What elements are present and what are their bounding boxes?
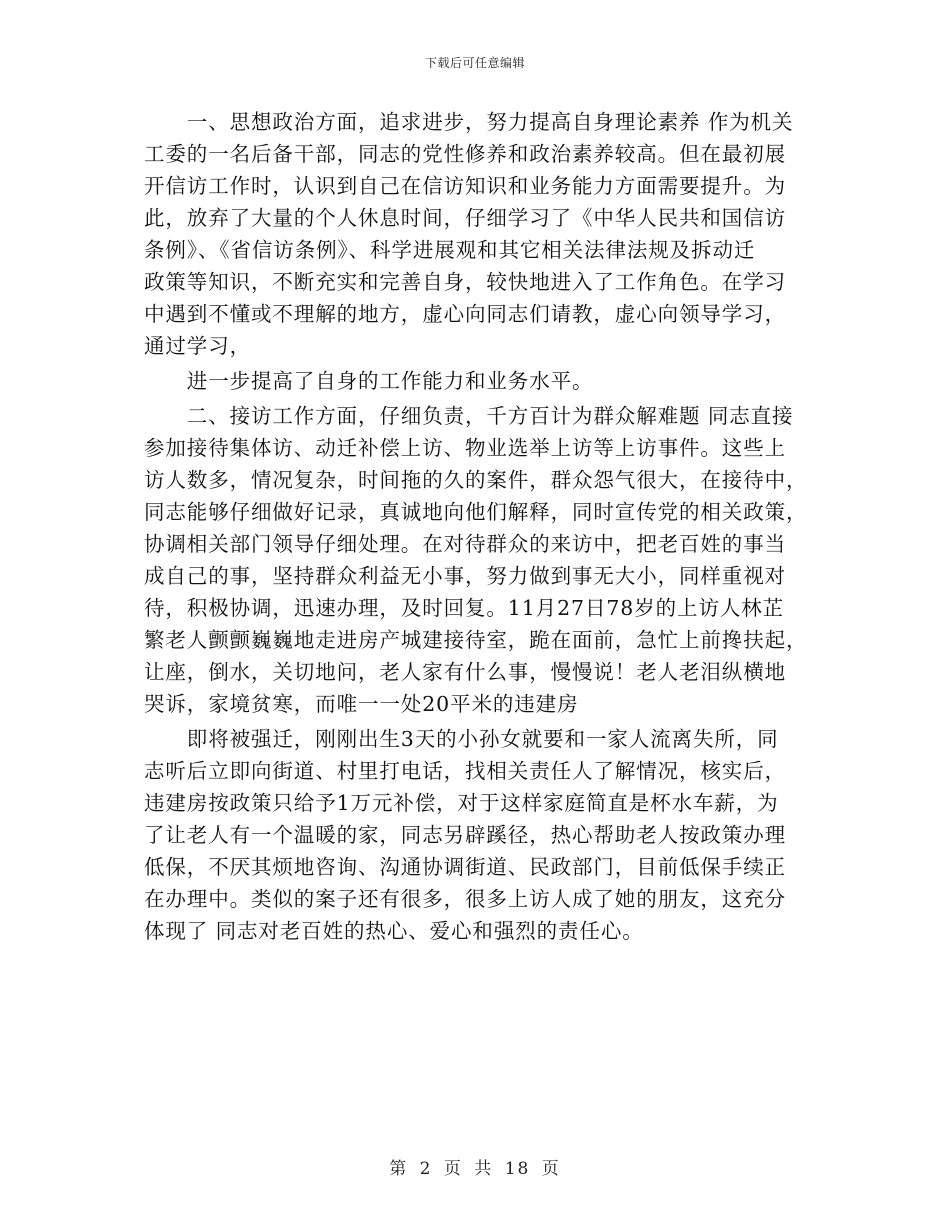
document-body [144,106,808,947]
paragraph-3 [144,400,808,720]
text-line: 违建房按政策只给予1万元补偿，对于这样家庭简直是杯水车薪，为 [144,791,779,815]
text-line: 开信访工作时，认识到自己在信访知识和业务能力方面需要提升。为 [144,174,786,198]
text-line: 了让老人有一个温暖的家，同志另辟蹊径，热心帮助老人按政策办理 [144,823,786,847]
header-note: 下载后可任意编辑 [424,56,525,70]
text-line: 成自己的事，坚持群众利益无小事，努力做到事无大小，同样重视对 [144,564,786,588]
text-line: 在办理中。类似的案子还有很多，很多上访人成了她的朋友，这充分 [144,887,786,911]
page-number-footer: 第 2 页 共 18 页 [389,1159,561,1179]
text-line: 参加接待集体访、动迁补偿上访、物业选举上访等上访事件。这些上 [144,436,786,460]
text-line: 待，积极协调，迅速办理，及时回复。11月27日78岁的上访人林芷 [144,596,785,620]
text-line: 访人数多，情况复杂，时间拖的久的案件，群众怨气很大，在接待中， [144,468,808,492]
paragraph-2 [144,365,804,397]
text-line: 政策等知识，不断充实和完善自身，较快地进入了工作角色。在学习 [144,270,786,294]
text-line: 中遇到不懂或不理解的地方，虚心向同志们请教，虚心向领导学习， [144,302,786,326]
text-line: 工委的一名后备干部，同志的党性修养和政治素养较高。但在最初展 [144,142,786,166]
text-line: 低保，不厌其烦地咨询、沟通协调街道、民政部门，目前低保手续正 [144,855,786,879]
text-line: 条例》、《省信访条例》、科学进展观和其它相关法律法规及拆动迁 [144,238,756,262]
paragraph-1 [144,106,804,362]
text-line: 二、接访工作方面，仔细负责，千方百计为群众解难题 同志直接 [144,404,794,428]
text-line: 同志能够仔细做好记录，真诚地向他们解释，同时宣传党的相关政策， [144,500,808,524]
paragraph-4 [144,723,804,947]
text-line: 繁老人颤颤巍巍地走进房产城建接待室，跪在面前，急忙上前搀扶起， [144,628,808,652]
text-line: 进一步提高了自身的工作能力和业务水平。 [144,369,594,393]
text-line: 一、思想政治方面，追求进步，努力提高自身理论素养 作为机关 [144,110,794,134]
text-line: 此，放弃了大量的个人休息时间，仔细学习了《中华人民共和国信访 [144,206,786,230]
text-line: 通过学习， [144,334,251,358]
text-line: 体现了 同志对老百姓的热心、爱心和强烈的责任心。 [144,919,644,943]
text-line: 协调相关部门领导仔细处理。在对待群众的来访中，把老百姓的事当 [144,532,786,556]
text-line: 哭诉，家境贫寒，而唯一一处20平米的违建房 [144,692,579,716]
text-line: 志听后立即向街道、村里打电话，找相关责任人了解情况，核实后， [144,759,786,783]
text-line: 让座，倒水，关切地问，老人家有什么事，慢慢说！老人老泪纵横地 [144,660,786,684]
text-line: 即将被强迁，刚刚出生3天的小孙女就要和一家人流离失所，同 [144,727,779,751]
